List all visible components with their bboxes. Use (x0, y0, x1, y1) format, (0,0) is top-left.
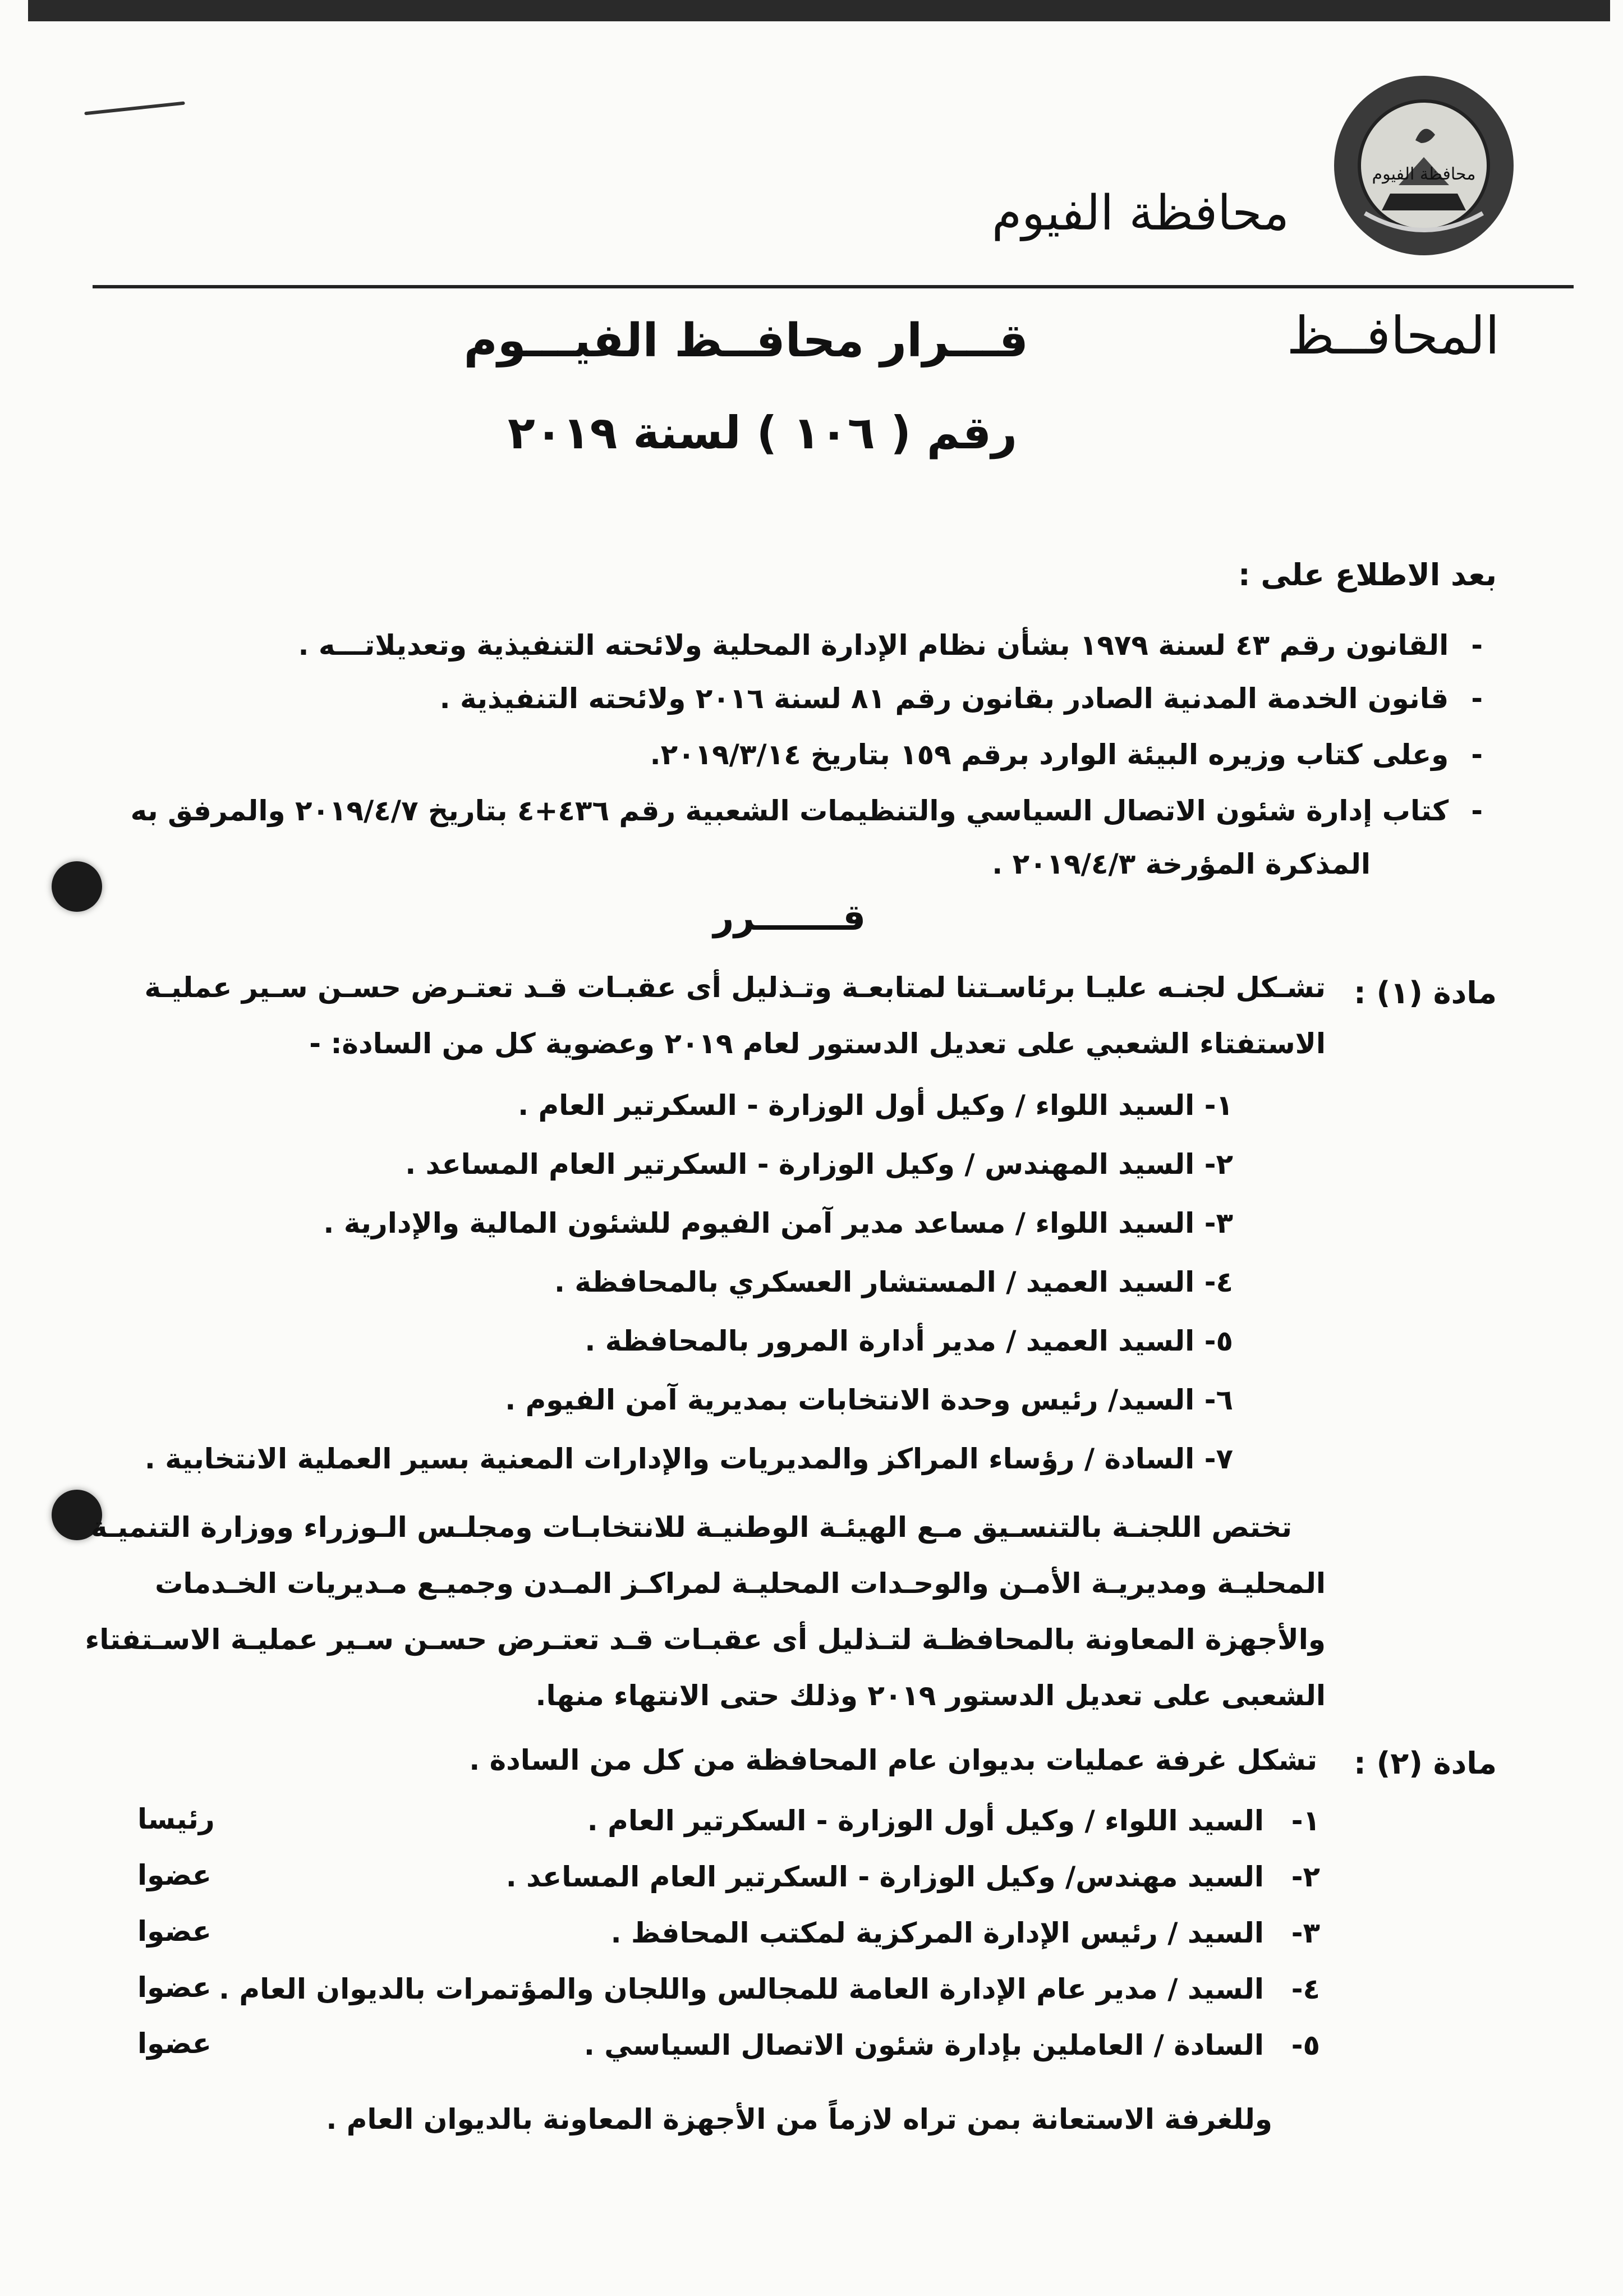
decree-title: قـــرار محافــظ الفيـــوم (463, 314, 1028, 368)
preamble-item: -وعلى كتاب وزيره البيئة الوارد برقم ١٥٩ بتاريخ ٢٠١٩/٣/١٤. (650, 738, 1483, 771)
article-2-intro: تشكل غرفة عمليات بديوان عام المحافظة من كل من السادة . (469, 1744, 1317, 1776)
operations-member: ١- السيد اللواء / وكيل أول الوزارة - السكرتير العام . (587, 1804, 1320, 1837)
member-role: عضوا (137, 2027, 212, 2060)
committee-member: ٥- السيد العميد / مدير أدارة المرور بالمحافظة . (585, 1325, 1233, 1357)
preamble-item: -القانون رقم ٤٣ لسنة ١٩٧٩ بشأن نظام الإدارة المحلية ولائحته التنفيذية وتعديلاتـــه . (298, 629, 1483, 662)
punch-hole (52, 861, 102, 912)
article-1-text: تشـكل لجنـه عليـا برئاسـتنا لمتابعـة وتـذليل أى عقبـات قـد تعتـرض حسـن سـير عمليـة (144, 971, 1326, 1004)
decree-number: رقم ( ١٠٦ ) لسنة ٢٠١٩ (508, 407, 1017, 459)
issuing-office: المحافــظ (1286, 306, 1500, 366)
header-divider (93, 285, 1574, 288)
article-1-label: مادة (١) : (1354, 975, 1497, 1011)
member-role: عضوا (137, 1915, 212, 1948)
governorate-name: محافظة الفيوم (991, 185, 1289, 241)
committee-mandate-line: الشعبى على تعديل الدستور ٢٠١٩ وذلك حتى الانتهاء منها. (535, 1679, 1326, 1712)
committee-mandate-line: المحليـة ومديريـة الأمـن والوحـدات المحليـة لمراكـز المـدن وجميـع مـديريات الخـدمات (155, 1567, 1326, 1600)
operations-member: ٣- السيد / رئيس الإدارة المركزية لمكتب المحافظ . (610, 1917, 1320, 1949)
preamble-item: -كتاب إدارة شئون الاتصال السياسي والتنظيمات الشعبية رقم ٤٣٦+٤ بتاريخ ٢٠١٩/٤/٧ والمرفق به (130, 795, 1483, 827)
preamble-intro: بعد الاطلاع على : (1238, 557, 1497, 593)
committee-member: ٦- السيد/ رئيس وحدة الانتخابات بمديرية آمن الفيوم . (505, 1384, 1233, 1416)
article-2-closing: وللغرفة الاستعانة بمن تراه لازماً من الأجهزة المعاونة بالديوان العام . (326, 2103, 1272, 2136)
decision-heading: قـــــــرر (713, 897, 866, 939)
article-1-text: الاستفتاء الشعبي على تعديل الدستور لعام ٢٠١٩ وعضوية كل من السادة: - (309, 1027, 1326, 1060)
scan-top-border (28, 0, 1610, 21)
member-role: عضوا (137, 1971, 212, 2004)
article-2-label: مادة (٢) : (1354, 1746, 1497, 1781)
svg-text:محافظة الفيوم: محافظة الفيوم (1372, 164, 1476, 184)
committee-mandate-line: تختص اللجنـة بالتنسـيق مـع الهيئـة الوطنيـة للانتخابـات ومجلـس الـوزراء ووزارة التنميـة (90, 1511, 1292, 1544)
scan-pen-mark (84, 102, 185, 116)
member-role: رئيسا (137, 1803, 215, 1835)
committee-member: ١- السيد اللواء / وكيل أول الوزارة - السكرتير العام . (518, 1089, 1233, 1122)
member-role: عضوا (137, 1859, 212, 1891)
operations-member: ٤- السيد / مدير عام الإدارة العامة للمجالس واللجان والمؤتمرات بالديوان العام . (219, 1973, 1320, 2005)
committee-member: ٢- السيد المهندس / وكيل الوزارة - السكرتير العام المساعد . (405, 1148, 1233, 1181)
operations-member: ٢- السيد مهندس/ وكيل الوزارة - السكرتير العام المساعد . (505, 1861, 1320, 1893)
governorate-seal-logo (1331, 73, 1516, 258)
committee-member: ٣- السيد اللواء / مساعد مدير آمن الفيوم للشئون المالية والإدارية . (323, 1207, 1233, 1239)
preamble-item-continuation: المذكرة المؤرخة ٢٠١٩/٤/٣ . (992, 848, 1371, 880)
preamble-item: -قانون الخدمة المدنية الصادر بقانون رقم ٨١ لسنة ٢٠١٦ ولائحته التنفيذية . (439, 682, 1483, 715)
committee-mandate-line: والأجهزة المعاونة بالمحافظـة لتـذليل أى عقبـات قـد تعتـرض حسـن سـير عمليـة الاسـتفتاء (85, 1623, 1326, 1656)
operations-member: ٥- السادة / العاملين بإدارة شئون الاتصال السياسي . (583, 2029, 1320, 2061)
committee-member: ٧- السادة / رؤساء المراكز والمديريات والإدارات المعنية بسير العملية الانتخابية . (144, 1443, 1233, 1475)
committee-member: ٤- السيد العميد / المستشار العسكري بالمحافظة . (554, 1266, 1233, 1298)
